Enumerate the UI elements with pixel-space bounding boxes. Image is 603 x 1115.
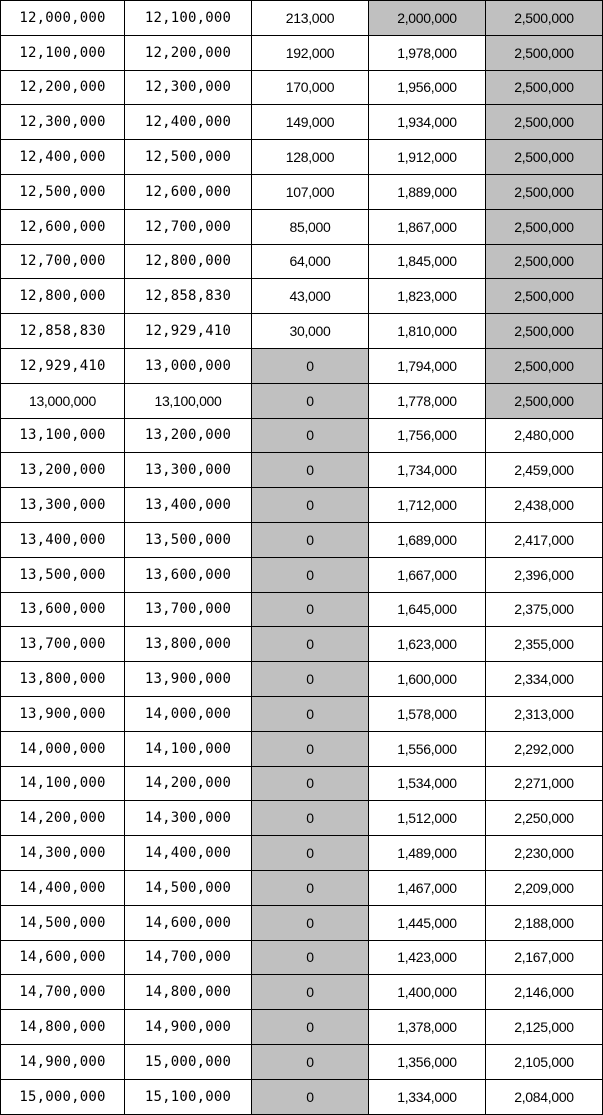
range-from-cell: 14,300,000 — [1, 836, 125, 871]
range-from-cell: 12,000,000 — [1, 1, 125, 36]
range-from-cell: 14,200,000 — [1, 801, 125, 836]
range-to-cell: 12,800,000 — [125, 244, 252, 279]
column-3-cell: 0 — [252, 383, 369, 418]
column-5-cell: 2,500,000 — [486, 209, 603, 244]
column-3-cell: 0 — [252, 1079, 369, 1114]
column-3-cell: 128,000 — [252, 140, 369, 175]
column-5-cell: 2,334,000 — [486, 662, 603, 697]
range-to-cell: 12,200,000 — [125, 35, 252, 70]
range-from-cell: 13,000,000 — [1, 383, 125, 418]
table-row — [1, 836, 603, 871]
table-row — [1, 1, 603, 36]
column-3-cell: 0 — [252, 627, 369, 662]
range-from-cell: 13,400,000 — [1, 522, 125, 557]
column-4-cell: 1,512,000 — [369, 801, 486, 836]
range-from-cell: 12,858,830 — [1, 314, 125, 349]
column-5-cell: 2,438,000 — [486, 488, 603, 523]
column-4-cell: 1,912,000 — [369, 140, 486, 175]
table-row — [1, 140, 603, 175]
column-3-cell: 0 — [252, 1010, 369, 1045]
range-to-cell: 12,100,000 — [125, 1, 252, 36]
column-5-cell: 2,209,000 — [486, 870, 603, 905]
range-from-cell: 14,700,000 — [1, 975, 125, 1010]
column-3-cell: 0 — [252, 766, 369, 801]
column-3-cell: 0 — [252, 522, 369, 557]
column-5-cell: 2,084,000 — [486, 1079, 603, 1114]
column-4-cell: 1,400,000 — [369, 975, 486, 1010]
table-row — [1, 905, 603, 940]
range-from-cell: 12,400,000 — [1, 140, 125, 175]
column-4-cell: 1,734,000 — [369, 453, 486, 488]
column-3-cell: 30,000 — [252, 314, 369, 349]
range-to-cell: 14,100,000 — [125, 731, 252, 766]
range-from-cell: 12,700,000 — [1, 244, 125, 279]
column-4-cell: 1,667,000 — [369, 557, 486, 592]
column-3-cell: 0 — [252, 940, 369, 975]
table-row — [1, 975, 603, 1010]
column-3-cell: 0 — [252, 592, 369, 627]
column-3-cell: 0 — [252, 696, 369, 731]
table-row — [1, 522, 603, 557]
column-3-cell: 43,000 — [252, 279, 369, 314]
column-4-cell: 1,978,000 — [369, 35, 486, 70]
column-3-cell: 0 — [252, 905, 369, 940]
range-to-cell: 13,100,000 — [125, 383, 252, 418]
column-5-cell: 2,500,000 — [486, 70, 603, 105]
column-4-cell: 1,689,000 — [369, 522, 486, 557]
column-5-cell: 2,459,000 — [486, 453, 603, 488]
table-row — [1, 35, 603, 70]
column-3-cell: 0 — [252, 836, 369, 871]
range-from-cell: 12,929,410 — [1, 348, 125, 383]
column-3-cell: 85,000 — [252, 209, 369, 244]
column-5-cell: 2,500,000 — [486, 314, 603, 349]
column-4-cell: 1,934,000 — [369, 105, 486, 140]
column-4-cell: 1,623,000 — [369, 627, 486, 662]
range-to-cell: 14,900,000 — [125, 1010, 252, 1045]
column-3-cell: 0 — [252, 662, 369, 697]
table-row — [1, 940, 603, 975]
table-row — [1, 627, 603, 662]
column-4-cell: 1,889,000 — [369, 174, 486, 209]
range-to-cell: 15,100,000 — [125, 1079, 252, 1114]
range-from-cell: 13,500,000 — [1, 557, 125, 592]
column-4-cell: 1,823,000 — [369, 279, 486, 314]
table-row — [1, 418, 603, 453]
column-5-cell: 2,188,000 — [486, 905, 603, 940]
column-5-cell: 2,271,000 — [486, 766, 603, 801]
column-5-cell: 2,500,000 — [486, 279, 603, 314]
range-to-cell: 14,600,000 — [125, 905, 252, 940]
column-3-cell: 0 — [252, 870, 369, 905]
column-4-cell: 1,712,000 — [369, 488, 486, 523]
range-to-cell: 12,700,000 — [125, 209, 252, 244]
table-row — [1, 209, 603, 244]
range-from-cell: 12,100,000 — [1, 35, 125, 70]
column-5-cell: 2,500,000 — [486, 348, 603, 383]
range-from-cell: 12,200,000 — [1, 70, 125, 105]
column-4-cell: 1,778,000 — [369, 383, 486, 418]
range-from-cell: 14,000,000 — [1, 731, 125, 766]
range-to-cell: 14,300,000 — [125, 801, 252, 836]
range-from-cell: 13,200,000 — [1, 453, 125, 488]
table-row — [1, 314, 603, 349]
column-4-cell: 1,334,000 — [369, 1079, 486, 1114]
range-to-cell: 13,200,000 — [125, 418, 252, 453]
column-4-cell: 1,356,000 — [369, 1044, 486, 1079]
column-4-cell: 2,000,000 — [369, 1, 486, 36]
range-from-cell: 14,500,000 — [1, 905, 125, 940]
column-5-cell: 2,480,000 — [486, 418, 603, 453]
table-row — [1, 348, 603, 383]
table-row — [1, 662, 603, 697]
column-3-cell: 213,000 — [252, 1, 369, 36]
column-5-cell: 2,417,000 — [486, 522, 603, 557]
column-4-cell: 1,489,000 — [369, 836, 486, 871]
range-from-cell: 14,800,000 — [1, 1010, 125, 1045]
table-row — [1, 801, 603, 836]
column-4-cell: 1,445,000 — [369, 905, 486, 940]
range-from-cell: 12,800,000 — [1, 279, 125, 314]
column-4-cell: 1,534,000 — [369, 766, 486, 801]
column-4-cell: 1,467,000 — [369, 870, 486, 905]
column-3-cell: 0 — [252, 453, 369, 488]
column-3-cell: 0 — [252, 557, 369, 592]
range-to-cell: 13,900,000 — [125, 662, 252, 697]
column-4-cell: 1,423,000 — [369, 940, 486, 975]
range-to-cell: 15,000,000 — [125, 1044, 252, 1079]
range-to-cell: 14,800,000 — [125, 975, 252, 1010]
table-row — [1, 1010, 603, 1045]
range-from-cell: 14,900,000 — [1, 1044, 125, 1079]
range-to-cell: 13,400,000 — [125, 488, 252, 523]
column-3-cell: 149,000 — [252, 105, 369, 140]
range-from-cell: 12,300,000 — [1, 105, 125, 140]
table-row — [1, 105, 603, 140]
column-5-cell: 2,250,000 — [486, 801, 603, 836]
range-to-cell: 12,600,000 — [125, 174, 252, 209]
column-5-cell: 2,105,000 — [486, 1044, 603, 1079]
table-row — [1, 70, 603, 105]
range-from-cell: 13,100,000 — [1, 418, 125, 453]
column-5-cell: 2,500,000 — [486, 174, 603, 209]
column-3-cell: 170,000 — [252, 70, 369, 105]
range-to-cell: 13,300,000 — [125, 453, 252, 488]
column-3-cell: 0 — [252, 1044, 369, 1079]
column-5-cell: 2,292,000 — [486, 731, 603, 766]
table-row — [1, 453, 603, 488]
column-4-cell: 1,794,000 — [369, 348, 486, 383]
table-row — [1, 174, 603, 209]
column-4-cell: 1,556,000 — [369, 731, 486, 766]
range-from-cell: 14,600,000 — [1, 940, 125, 975]
column-4-cell: 1,756,000 — [369, 418, 486, 453]
range-to-cell: 14,400,000 — [125, 836, 252, 871]
column-3-cell: 0 — [252, 348, 369, 383]
range-from-cell: 13,800,000 — [1, 662, 125, 697]
range-to-cell: 12,858,830 — [125, 279, 252, 314]
column-5-cell: 2,167,000 — [486, 940, 603, 975]
column-4-cell: 1,845,000 — [369, 244, 486, 279]
column-3-cell: 107,000 — [252, 174, 369, 209]
column-5-cell: 2,500,000 — [486, 383, 603, 418]
range-from-cell: 14,100,000 — [1, 766, 125, 801]
range-from-cell: 13,700,000 — [1, 627, 125, 662]
range-to-cell: 13,000,000 — [125, 348, 252, 383]
table-row — [1, 383, 603, 418]
range-from-cell: 12,600,000 — [1, 209, 125, 244]
table-row — [1, 557, 603, 592]
column-5-cell: 2,500,000 — [486, 35, 603, 70]
table-row — [1, 696, 603, 731]
range-to-cell: 14,500,000 — [125, 870, 252, 905]
table-row — [1, 1044, 603, 1079]
table-row — [1, 1079, 603, 1114]
table-body — [1, 1, 603, 1115]
range-to-cell: 12,400,000 — [125, 105, 252, 140]
range-from-cell: 13,900,000 — [1, 696, 125, 731]
range-to-cell: 12,929,410 — [125, 314, 252, 349]
range-to-cell: 13,700,000 — [125, 592, 252, 627]
column-4-cell: 1,378,000 — [369, 1010, 486, 1045]
range-to-cell: 14,000,000 — [125, 696, 252, 731]
table-row — [1, 279, 603, 314]
column-4-cell: 1,867,000 — [369, 209, 486, 244]
column-3-cell: 0 — [252, 418, 369, 453]
column-3-cell: 0 — [252, 731, 369, 766]
column-5-cell: 2,375,000 — [486, 592, 603, 627]
column-5-cell: 2,500,000 — [486, 244, 603, 279]
column-5-cell: 2,146,000 — [486, 975, 603, 1010]
column-5-cell: 2,396,000 — [486, 557, 603, 592]
column-5-cell: 2,355,000 — [486, 627, 603, 662]
column-4-cell: 1,810,000 — [369, 314, 486, 349]
range-from-cell: 13,600,000 — [1, 592, 125, 627]
column-5-cell: 2,500,000 — [486, 1, 603, 36]
table-row — [1, 488, 603, 523]
range-to-cell: 13,500,000 — [125, 522, 252, 557]
column-4-cell: 1,956,000 — [369, 70, 486, 105]
column-3-cell: 0 — [252, 488, 369, 523]
column-3-cell: 0 — [252, 801, 369, 836]
range-to-cell: 12,500,000 — [125, 140, 252, 175]
column-4-cell: 1,645,000 — [369, 592, 486, 627]
table-row — [1, 731, 603, 766]
range-from-cell: 12,500,000 — [1, 174, 125, 209]
column-4-cell: 1,600,000 — [369, 662, 486, 697]
column-5-cell: 2,313,000 — [486, 696, 603, 731]
column-3-cell: 0 — [252, 975, 369, 1010]
column-5-cell: 2,125,000 — [486, 1010, 603, 1045]
range-to-cell: 14,200,000 — [125, 766, 252, 801]
column-4-cell: 1,578,000 — [369, 696, 486, 731]
table-row — [1, 870, 603, 905]
column-5-cell: 2,500,000 — [486, 140, 603, 175]
column-3-cell: 64,000 — [252, 244, 369, 279]
range-from-cell: 13,300,000 — [1, 488, 125, 523]
range-to-cell: 12,300,000 — [125, 70, 252, 105]
column-3-cell: 192,000 — [252, 35, 369, 70]
range-to-cell: 13,600,000 — [125, 557, 252, 592]
table-row — [1, 592, 603, 627]
range-from-cell: 14,400,000 — [1, 870, 125, 905]
column-5-cell: 2,230,000 — [486, 836, 603, 871]
range-to-cell: 13,800,000 — [125, 627, 252, 662]
table-row — [1, 766, 603, 801]
column-5-cell: 2,500,000 — [486, 105, 603, 140]
table-row — [1, 244, 603, 279]
range-to-cell: 14,700,000 — [125, 940, 252, 975]
range-from-cell: 15,000,000 — [1, 1079, 125, 1114]
